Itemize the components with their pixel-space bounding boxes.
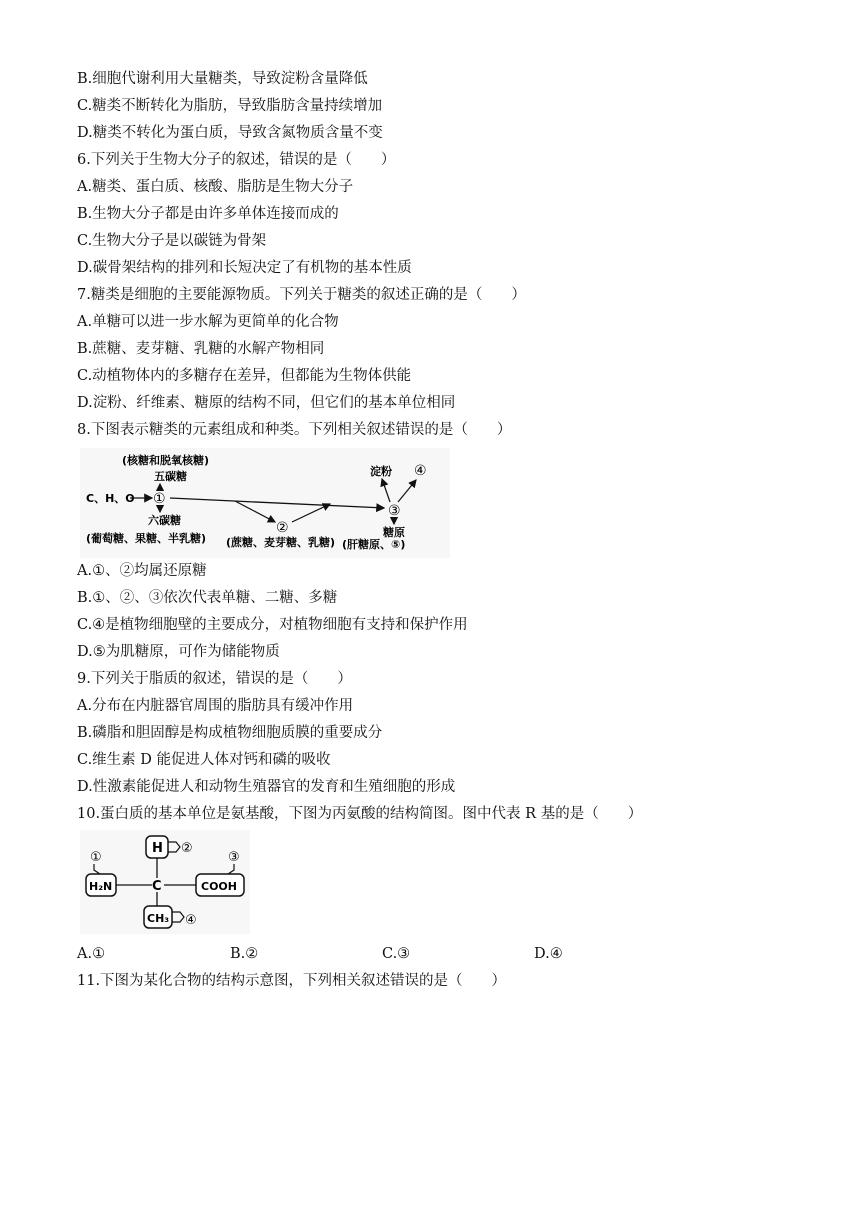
- text-line: D.碳骨架结构的排列和长短决定了有机物的基本性质: [77, 260, 412, 276]
- number-1: ①: [90, 850, 102, 865]
- q10-option-a: A.①: [77, 946, 106, 962]
- question-7-stem: 7.糖类是细胞的主要能源物质。下列关于糖类的叙述正确的是（ ）: [77, 287, 526, 303]
- text-line: A.糖类、蛋白质、核酸、脂肪是生物大分子: [77, 179, 354, 195]
- elements-label: C、H、O: [86, 492, 135, 505]
- sugar-classification-diagram: [80, 448, 450, 558]
- text-line: D.糖类不转化为蛋白质，导致含氮物质含量不变: [77, 125, 383, 141]
- text-line: C.生物大分子是以碳链为骨架: [77, 233, 267, 249]
- text-line: A.单糖可以进一步水解为更简单的化合物: [77, 314, 339, 330]
- glycogen-types: (肝糖原、⑤): [342, 538, 406, 551]
- number-3: ③: [228, 850, 240, 865]
- question-10-stem: 10.蛋白质的基本单位是氨基酸，下图为丙氨酸的结构简图。图中代表 R 基的是（ ）: [77, 806, 643, 822]
- node-4: ④: [414, 463, 427, 479]
- alanine-diagram-svg: [80, 830, 250, 934]
- node-2: ②: [276, 520, 289, 536]
- hexose-label: 六碳糖: [148, 514, 181, 527]
- text-line: D.淀粉、纤维素、糖原的结构不同，但它们的基本单位相同: [77, 395, 456, 411]
- q10-option-b: B.②: [230, 946, 259, 962]
- text-line: B.①、②、③依次代表单糖、二糖、多糖: [77, 590, 338, 606]
- text-line: B.蔗糖、麦芽糖、乳糖的水解产物相同: [77, 341, 325, 357]
- text-line: B.生物大分子都是由许多单体连接而成的: [77, 206, 339, 222]
- glycogen-label: 糖原: [383, 526, 405, 539]
- disaccharide-examples: (蔗糖、麦芽糖、乳糖): [226, 536, 336, 549]
- text-line: A.①、②均属还原糖: [77, 563, 207, 579]
- cooh-label: COOH: [201, 880, 237, 893]
- number-2: ②: [181, 841, 193, 856]
- question-8-stem: 8.下图表示糖类的元素组成和种类。下列相关叙述错误的是（ ）: [77, 422, 512, 438]
- pentose-label: 五碳糖: [154, 470, 187, 483]
- carbon-label: C: [152, 879, 162, 894]
- q10-option-d: D.④: [534, 946, 563, 962]
- text-line: B.细胞代谢利用大量糖类，导致淀粉含量降低: [77, 71, 368, 87]
- number-4: ④: [185, 913, 197, 928]
- ribose-label: (核糖和脱氧核糖): [122, 454, 210, 467]
- text-line: D.性激素能促进人和动物生殖器官的发育和生殖细胞的形成: [77, 779, 456, 795]
- h2n-label: H₂N: [89, 880, 113, 893]
- text-line: C.动植物体内的多糖存在差异，但都能为生物体供能: [77, 368, 412, 384]
- sugar-diagram-svg: [80, 448, 450, 558]
- text-line: C.糖类不断转化为脂肪，导致脂肪含量持续增加: [77, 98, 383, 114]
- node-3: ③: [388, 503, 401, 519]
- alanine-structure-diagram: [80, 830, 250, 934]
- ch3-label: CH₃: [147, 912, 170, 925]
- text-line: A.分布在内脏器官周围的脂肪具有缓冲作用: [77, 698, 354, 714]
- question-6-stem: 6.下列关于生物大分子的叙述，错误的是（ ）: [77, 152, 396, 168]
- text-line: B.磷脂和胆固醇是构成植物细胞质膜的重要成分: [77, 725, 383, 741]
- question-9-stem: 9.下列关于脂质的叙述，错误的是（ ）: [77, 671, 352, 687]
- question-11-stem: 11.下图为某化合物的结构示意图，下列相关叙述错误的是（ ）: [77, 973, 507, 989]
- starch-label: 淀粉: [370, 465, 392, 478]
- text-line: D.⑤为肌糖原，可作为储能物质: [77, 644, 280, 660]
- h-label: H: [152, 841, 163, 856]
- q10-option-c: C.③: [382, 946, 411, 962]
- hexose-examples: (葡萄糖、果糖、半乳糖): [86, 532, 207, 545]
- text-line: C.④是植物细胞壁的主要成分，对植物细胞有支持和保护作用: [77, 617, 468, 633]
- node-1: ①: [153, 491, 166, 507]
- text-line: C.维生素 D 能促进人体对钙和磷的吸收: [77, 752, 331, 768]
